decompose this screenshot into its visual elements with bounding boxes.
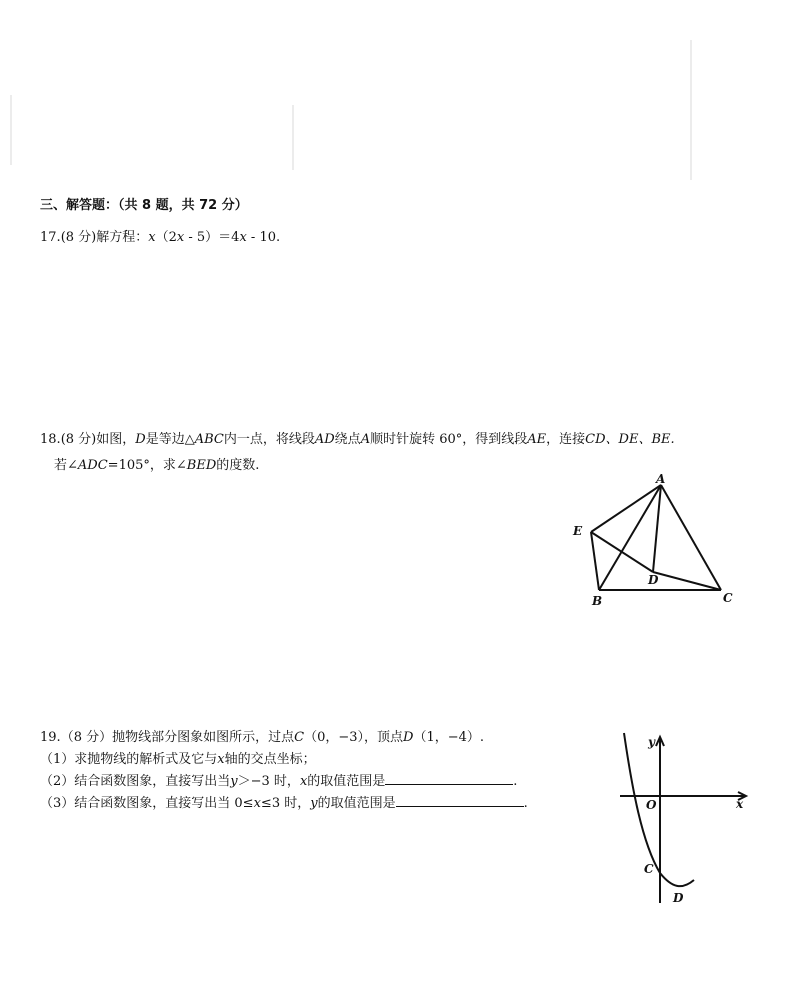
seg-EB xyxy=(591,532,599,590)
question-19-part-2 xyxy=(40,770,517,789)
q18-score: (8 分) xyxy=(60,432,97,447)
q19-text: ＞−3 时， xyxy=(237,774,300,789)
q18-text: 内一点，将线段 xyxy=(223,432,315,447)
q17-var-x: x xyxy=(148,230,156,245)
label-point-D: D xyxy=(673,891,684,905)
q18-var: CD、DE、BE. xyxy=(585,432,675,447)
axis-label-y: y xyxy=(648,735,655,749)
q18-text: 顺时针旋转 60°，得到线段 xyxy=(370,432,528,447)
q17-var-x2: x xyxy=(176,230,185,245)
q19-text: （1）求抛物线的解析式及它与 xyxy=(40,752,218,767)
q18-text: 若∠ xyxy=(54,458,78,473)
section-heading: 三、解答题：（共 8 题，共 72 分） xyxy=(40,198,248,213)
figure-19-parabola xyxy=(610,728,760,908)
q19-var: C xyxy=(294,730,305,745)
q17-var-x3: x xyxy=(239,230,247,245)
seg-AC xyxy=(661,485,721,590)
answer-blank-3[interactable] xyxy=(396,794,524,807)
q19-number: 19. xyxy=(40,730,61,745)
q18-var: ADC xyxy=(77,458,108,473)
q17-text-a: 解方程： xyxy=(96,230,149,245)
question-19-line-1 xyxy=(40,726,484,745)
q19-text: . xyxy=(523,796,528,811)
q19-text: 抛物线部分图象如图所示，过点 xyxy=(112,730,295,745)
q19-var: x xyxy=(217,752,225,767)
q19-text: （3）结合函数图象，直接写出当 0≤ xyxy=(40,796,254,811)
label-origin: O xyxy=(646,798,657,812)
label-A: A xyxy=(656,472,666,486)
q18-text: 的度数. xyxy=(216,458,260,473)
q17-number: 17. xyxy=(40,230,61,245)
seg-AE xyxy=(591,485,661,532)
q17-text-d: - 10. xyxy=(246,230,281,245)
q18-var: A xyxy=(360,432,371,447)
scan-edge-right xyxy=(690,40,692,180)
q18-var: ABC xyxy=(194,432,224,447)
scan-edge-left xyxy=(10,95,12,165)
q18-text: ，连接 xyxy=(546,432,586,447)
axis-label-x: x xyxy=(736,797,744,811)
label-E: E xyxy=(573,524,583,538)
q18-var: AD xyxy=(314,432,335,447)
q18-number: 18. xyxy=(40,432,61,447)
q19-text: . xyxy=(513,774,518,789)
q19-text: 的取值范围是 xyxy=(307,774,386,789)
q19-text: （1，−4）. xyxy=(413,730,485,745)
q19-text: 的取值范围是 xyxy=(317,796,396,811)
figure-18-triangle xyxy=(560,470,750,620)
scan-edge-mid xyxy=(292,105,294,170)
q19-score: （8 分） xyxy=(60,730,113,745)
q19-var: D xyxy=(403,730,414,745)
label-point-C: C xyxy=(644,862,654,876)
seg-DC xyxy=(653,572,721,590)
q19-text: （0，−3），顶点 xyxy=(304,730,403,745)
q18-text: 绕点 xyxy=(334,432,361,447)
q19-var: y xyxy=(310,796,318,811)
q18-var: BED xyxy=(186,458,217,473)
label-B: B xyxy=(592,594,603,608)
q19-text: 轴的交点坐标； xyxy=(224,752,316,767)
q17-text-b: （2 xyxy=(155,230,177,245)
question-18-line-2 xyxy=(54,454,259,473)
q18-text: =105°，求∠ xyxy=(107,458,187,473)
answer-blank-2[interactable] xyxy=(385,772,513,785)
q17-text-c: - 5）＝4 xyxy=(184,230,240,245)
q19-text: ≤3 时， xyxy=(260,796,311,811)
q19-text: （2）结合函数图象，直接写出当 xyxy=(40,774,231,789)
q18-var: D xyxy=(135,432,146,447)
question-19-part-1 xyxy=(40,748,316,767)
label-C: C xyxy=(723,591,733,605)
q17-score: (8 分) xyxy=(60,230,97,245)
q19-var: y xyxy=(230,774,238,789)
seg-ED xyxy=(591,532,653,572)
q18-text: 如图， xyxy=(96,432,136,447)
q19-var: x xyxy=(299,774,308,789)
question-17 xyxy=(40,226,280,245)
q18-var: AE xyxy=(527,432,547,447)
q19-var: x xyxy=(253,796,261,811)
question-19-part-3 xyxy=(40,792,528,811)
question-18-line-1 xyxy=(40,428,675,447)
q18-text: 是等边△ xyxy=(145,432,195,447)
label-D: D xyxy=(648,573,659,587)
